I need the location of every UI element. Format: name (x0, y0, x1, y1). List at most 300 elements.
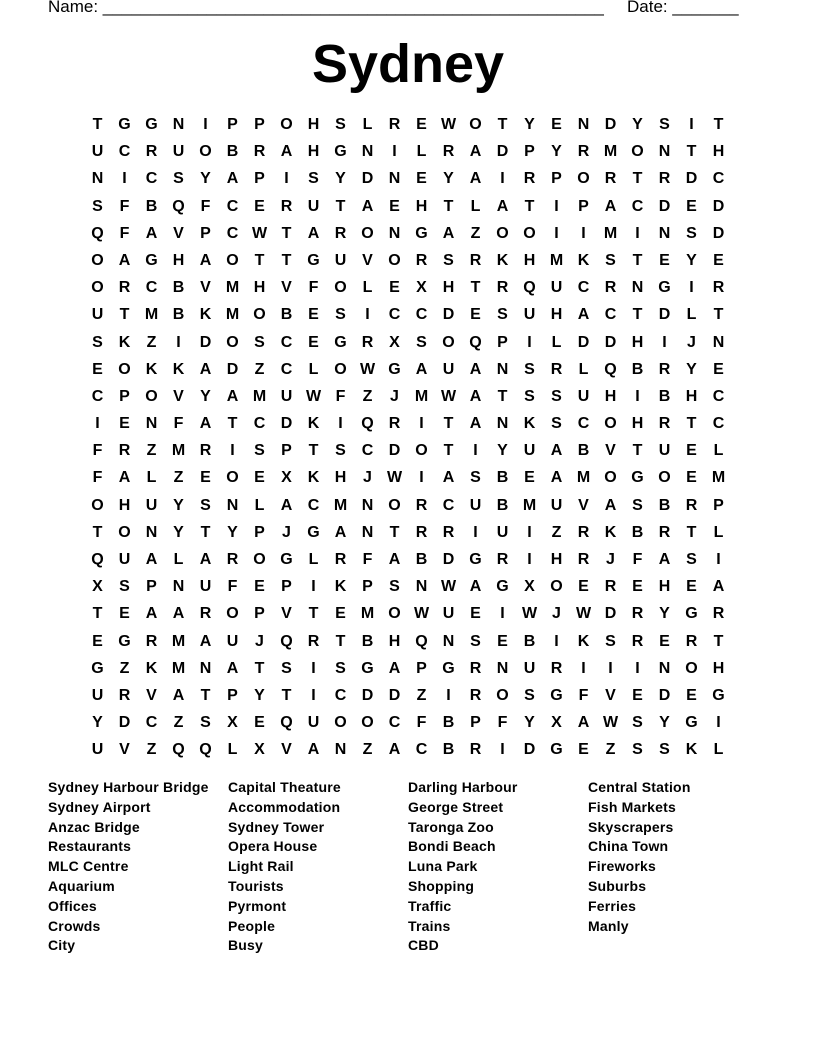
grid-cell: X (92, 578, 103, 596)
word-item: Sydney Airport (48, 798, 151, 815)
grid-row (84, 410, 732, 437)
grid-cell: L (173, 551, 184, 568)
grid-cell: A (388, 551, 401, 568)
grid-cell: A (469, 415, 482, 433)
word-item: Tourists (228, 877, 284, 894)
grid-cell: F (173, 415, 184, 433)
grid-cell: P (227, 686, 238, 704)
grid-cell: N (388, 224, 401, 242)
grid-cell: T (92, 116, 103, 133)
word-item: George Street (408, 798, 504, 815)
grid-cell: Y (227, 523, 238, 541)
grid-cell: C (388, 306, 401, 324)
grid-cell: N (361, 496, 374, 514)
grid-cell: A (388, 741, 401, 759)
grid-cell: E (335, 605, 346, 623)
grid-cell: L (416, 143, 427, 161)
grid-cell: Z (362, 741, 373, 759)
grid-cell: E (524, 469, 535, 487)
grid-cell: P (254, 116, 265, 133)
grid-cell: Y (254, 686, 265, 704)
grid-cell: A (118, 251, 131, 269)
letter-grid (84, 111, 732, 764)
grid-cell: D (361, 686, 374, 704)
grid-cell: U (118, 551, 131, 568)
grid-cell: E (119, 415, 130, 433)
grid-cell: U (523, 442, 536, 460)
grid-cell: B (145, 197, 158, 215)
word-item: Trains (408, 917, 451, 934)
grid-cell: G (415, 224, 428, 242)
grid-cell: A (226, 659, 239, 677)
grid-cell: I (311, 659, 316, 677)
grid-cell: M (171, 632, 186, 650)
grid-cell: P (524, 143, 535, 161)
grid-cell: F (92, 469, 103, 487)
grid-cell: V (173, 224, 184, 242)
grid-cell: U (199, 578, 212, 596)
grid-cell: V (173, 387, 184, 405)
grid-cell: H (307, 116, 320, 133)
grid-cell: I (554, 197, 559, 215)
grid-cell: W (305, 387, 322, 405)
grid-cell: R (550, 659, 563, 677)
grid-cell: R (415, 523, 428, 541)
grid-cell: L (713, 741, 724, 759)
grid-cell: E (578, 741, 589, 759)
grid-cell: I (500, 741, 505, 759)
grid-cell: G (91, 659, 104, 677)
grid-cell: A (199, 360, 212, 378)
word-item: Traffic (408, 897, 452, 914)
grid-cell: S (632, 741, 643, 759)
word-item: City (48, 937, 76, 954)
grid-cell: W (386, 469, 403, 487)
grid-cell: R (253, 143, 266, 161)
grid-cell: S (335, 442, 346, 460)
grid-cell: S (389, 578, 400, 596)
grid-cell: D (604, 333, 617, 351)
grid-cell: I (635, 387, 640, 405)
grid-cell: U (334, 251, 347, 269)
grid-cell: P (713, 496, 724, 514)
grid-cell: N (658, 659, 671, 677)
grid-cell: K (307, 415, 320, 433)
grid-cell: C (91, 387, 104, 405)
grid-cell: T (200, 523, 211, 541)
grid-row (84, 165, 732, 192)
grid-cell: Y (524, 714, 535, 732)
grid-cell: M (144, 306, 159, 324)
grid-cell: R (658, 360, 671, 378)
grid-cell: I (122, 170, 127, 188)
grid-cell: T (632, 170, 643, 188)
grid-row (84, 111, 732, 138)
grid-cell: I (230, 442, 235, 460)
grid-cell: E (416, 116, 427, 133)
grid-cell: J (255, 632, 264, 650)
grid-cell: C (631, 197, 644, 215)
grid-row (84, 193, 732, 220)
grid-cell: R (712, 279, 725, 297)
grid-cell: B (442, 741, 455, 759)
grid-cell: D (712, 224, 725, 242)
grid-row (84, 492, 732, 519)
grid-cell: O (388, 496, 401, 514)
grid-cell: C (226, 197, 239, 215)
grid-cell: M (171, 442, 186, 460)
grid-cell: I (635, 224, 640, 242)
grid-cell: T (470, 279, 481, 297)
grid-cell: D (442, 306, 455, 324)
grid-cell: Y (659, 714, 670, 732)
grid-cell: U (145, 496, 158, 514)
grid-cell: R (631, 632, 644, 650)
grid-cell: O (253, 306, 266, 324)
grid-cell: C (388, 714, 401, 732)
word-item: Fireworks (588, 858, 656, 875)
grid-cell: S (551, 387, 562, 405)
grid-cell: U (550, 496, 563, 514)
grid-cell: H (550, 551, 563, 568)
grid-cell: I (500, 170, 505, 188)
grid-cell: K (118, 333, 131, 351)
grid-cell: V (119, 741, 130, 759)
grid-cell: G (145, 251, 158, 269)
grid-cell: R (604, 170, 617, 188)
grid-cell: I (311, 578, 316, 596)
grid-cell: Z (173, 714, 184, 732)
grid-cell: E (470, 605, 481, 623)
grid-cell: B (496, 469, 509, 487)
grid-cell: A (199, 415, 212, 433)
grid-cell: T (713, 116, 724, 133)
grid-cell: S (173, 170, 184, 188)
grid-cell: R (577, 551, 590, 568)
grid-row (84, 220, 732, 247)
grid-cell: O (334, 360, 347, 378)
grid-cell: R (334, 551, 347, 568)
grid-cell: D (658, 686, 671, 704)
grid-cell: H (442, 279, 455, 297)
grid-cell: D (523, 741, 536, 759)
grid-cell: R (469, 686, 482, 704)
grid-cell: I (338, 415, 343, 433)
grid-cell: Q (280, 632, 293, 650)
grid-cell: E (632, 686, 643, 704)
grid-cell: W (602, 714, 619, 732)
grid-cell: F (578, 686, 589, 704)
grid-cell: A (550, 469, 563, 487)
grid-cell: B (496, 496, 509, 514)
grid-cell: D (199, 333, 212, 351)
grid-cell: I (716, 714, 721, 732)
grid-cell: Q (172, 197, 185, 215)
grid-row (84, 247, 732, 274)
grid-cell: S (416, 333, 427, 351)
grid-cell: R (199, 442, 212, 460)
grid-cell: S (659, 116, 670, 133)
grid-cell: G (307, 523, 320, 541)
grid-cell: T (335, 632, 346, 650)
grid-cell: T (335, 197, 346, 215)
grid-cell: W (575, 605, 592, 623)
grid-cell: Y (335, 170, 346, 188)
grid-cell: K (685, 741, 698, 759)
grid-cell: O (550, 578, 563, 596)
grid-row (84, 709, 732, 736)
grid-cell: O (604, 415, 617, 433)
grid-cell: A (469, 143, 482, 161)
grid-cell: A (577, 714, 590, 732)
grid-cell: Y (686, 251, 697, 269)
grid-cell: S (605, 251, 616, 269)
grid-cell: W (413, 605, 430, 623)
grid-row (84, 682, 732, 709)
grid-cell: I (608, 659, 613, 677)
grid-cell: R (550, 360, 563, 378)
grid-cell: H (685, 387, 698, 405)
grid-cell: U (442, 605, 455, 623)
grid-cell: O (496, 686, 509, 704)
grid-cell: L (146, 469, 157, 487)
grid-cell: P (551, 170, 562, 188)
grid-cell: E (659, 632, 670, 650)
grid-cell: L (713, 523, 724, 541)
grid-cell: G (442, 659, 455, 677)
grid-cell: O (334, 279, 347, 297)
grid-row (84, 600, 732, 627)
grid-row (84, 464, 732, 491)
grid-cell: F (497, 714, 508, 732)
grid-cell: B (631, 360, 644, 378)
grid-cell: Z (146, 333, 157, 351)
grid-cell: S (254, 333, 265, 351)
grid-cell: H (658, 578, 671, 596)
grid-cell: T (92, 523, 103, 541)
grid-cell: G (550, 741, 563, 759)
grid-cell: P (281, 578, 292, 596)
grid-cell: T (200, 686, 211, 704)
grid-cell: M (576, 469, 591, 487)
grid-cell: P (362, 578, 373, 596)
grid-cell: I (176, 333, 181, 351)
grid-cell: U (91, 741, 104, 759)
grid-cell: G (550, 686, 563, 704)
grid-row (84, 329, 732, 356)
grid-cell: D (361, 170, 374, 188)
grid-row (84, 437, 732, 464)
grid-cell: M (414, 387, 429, 405)
grid-cell: V (281, 279, 292, 297)
grid-cell: I (473, 523, 478, 541)
grid-cell: S (524, 387, 535, 405)
grid-cell: P (254, 523, 265, 541)
grid-cell: C (712, 415, 725, 433)
grid-cell: N (496, 659, 509, 677)
grid-cell: C (280, 360, 293, 378)
grid-cell: U (523, 659, 536, 677)
grid-cell: E (254, 197, 265, 215)
grid-cell: P (200, 224, 211, 242)
grid-cell: D (712, 197, 725, 215)
grid-cell: D (496, 143, 509, 161)
grid-cell: K (334, 578, 347, 596)
grid-cell: S (497, 306, 508, 324)
grid-cell: D (685, 170, 698, 188)
grid-cell: O (226, 251, 239, 269)
grid-cell: N (658, 224, 671, 242)
grid-cell: X (416, 279, 427, 297)
grid-cell: B (172, 306, 185, 324)
grid-cell: O (226, 469, 239, 487)
grid-cell: L (308, 360, 319, 378)
grid-cell: O (442, 333, 455, 351)
grid-cell: K (199, 306, 212, 324)
grid-cell: Y (524, 116, 535, 133)
grid-cell: R (685, 632, 698, 650)
grid-cell: O (388, 605, 401, 623)
grid-cell: X (389, 333, 400, 351)
grid-cell: S (254, 442, 265, 460)
grid-cell: R (118, 686, 131, 704)
grid-cell: O (118, 360, 131, 378)
word-item: Accommodation (228, 798, 341, 815)
grid-cell: C (334, 686, 347, 704)
grid-cell: M (522, 496, 537, 514)
grid-cell: V (605, 442, 616, 460)
grid-cell: G (685, 714, 698, 732)
grid-cell: A (145, 551, 158, 568)
grid-cell: M (603, 224, 618, 242)
grid-cell: K (577, 251, 590, 269)
grid-cell: O (361, 224, 374, 242)
grid-cell: Q (523, 279, 536, 297)
grid-cell: O (577, 170, 590, 188)
grid-cell: C (415, 741, 428, 759)
grid-cell: S (659, 741, 670, 759)
grid-cell: R (712, 605, 725, 623)
word-item: Aquarium (48, 877, 115, 894)
grid-cell: K (145, 659, 158, 677)
grid-cell: I (581, 659, 586, 677)
grid-cell: P (119, 387, 130, 405)
grid-cell: G (280, 551, 293, 568)
grid-cell: R (469, 659, 482, 677)
grid-cell: P (470, 714, 481, 732)
grid-cell: O (91, 251, 104, 269)
grid-cell: S (200, 714, 211, 732)
grid-cell: V (200, 279, 211, 297)
grid-cell: T (281, 251, 292, 269)
word-item: Skyscrapers (588, 818, 674, 835)
grid-cell: R (658, 170, 671, 188)
grid-cell: X (551, 714, 562, 732)
grid-cell: W (440, 578, 457, 596)
grid-cell: Z (551, 523, 562, 541)
grid-cell: A (469, 578, 482, 596)
grid-cell: T (443, 442, 454, 460)
grid-cell: Y (632, 116, 643, 133)
grid-cell: Z (470, 224, 481, 242)
grid-cell: C (118, 143, 131, 161)
grid-cell: R (658, 415, 671, 433)
grid-cell: I (635, 659, 640, 677)
grid-cell: H (118, 496, 131, 514)
grid-cell: F (227, 578, 238, 596)
grid-cell: Y (200, 387, 211, 405)
grid-cell: V (146, 686, 157, 704)
word-column (588, 778, 768, 936)
word-item: Bondi Beach (408, 838, 496, 855)
grid-cell: T (227, 415, 238, 433)
grid-cell: S (335, 659, 346, 677)
grid-cell: O (199, 143, 212, 161)
grid-row (84, 628, 732, 655)
grid-cell: I (554, 224, 559, 242)
grid-cell: B (361, 632, 374, 650)
grid-cell: Y (551, 143, 562, 161)
grid-cell: O (226, 605, 239, 623)
grid-cell: Q (199, 741, 212, 759)
grid-cell: V (605, 686, 616, 704)
grid-cell: R (685, 496, 698, 514)
grid-cell: S (443, 251, 454, 269)
grid-cell: N (91, 170, 104, 188)
grid-cell: A (388, 659, 401, 677)
grid-cell: N (442, 632, 455, 650)
grid-cell: B (523, 632, 536, 650)
grid-cell: A (118, 469, 131, 487)
grid-cell: C (145, 279, 158, 297)
grid-cell: O (658, 469, 671, 487)
grid-cell: X (281, 469, 292, 487)
grid-cell: A (415, 360, 428, 378)
grid-cell: T (713, 306, 724, 324)
grid-cell: I (689, 116, 694, 133)
grid-cell: N (496, 415, 509, 433)
grid-cell: L (470, 197, 481, 215)
grid-cell: I (311, 686, 316, 704)
name-field-label: Name: _____________________________________________________ (48, 0, 604, 16)
grid-cell: N (172, 116, 185, 133)
grid-cell: S (632, 496, 643, 514)
grid-cell: U (91, 143, 104, 161)
grid-cell: V (281, 741, 292, 759)
grid-cell: J (363, 469, 372, 487)
grid-cell: Y (686, 360, 697, 378)
grid-cell: A (280, 143, 293, 161)
grid-cell: T (632, 306, 643, 324)
grid-cell: A (658, 551, 671, 568)
grid-cell: R (577, 143, 590, 161)
grid-cell: R (415, 496, 428, 514)
grid-cell: I (284, 170, 289, 188)
grid-cell: I (419, 415, 424, 433)
grid-cell: A (280, 496, 293, 514)
grid-cell: I (365, 306, 370, 324)
grid-cell: C (604, 306, 617, 324)
grid-cell: T (254, 251, 265, 269)
grid-cell: Q (280, 714, 293, 732)
grid-cell: E (308, 306, 319, 324)
grid-cell: N (226, 496, 239, 514)
grid-cell: R (361, 333, 374, 351)
grid-cell: K (145, 360, 158, 378)
grid-cell: O (91, 279, 104, 297)
grid-cell: G (361, 659, 374, 677)
grid-cell: T (524, 197, 535, 215)
